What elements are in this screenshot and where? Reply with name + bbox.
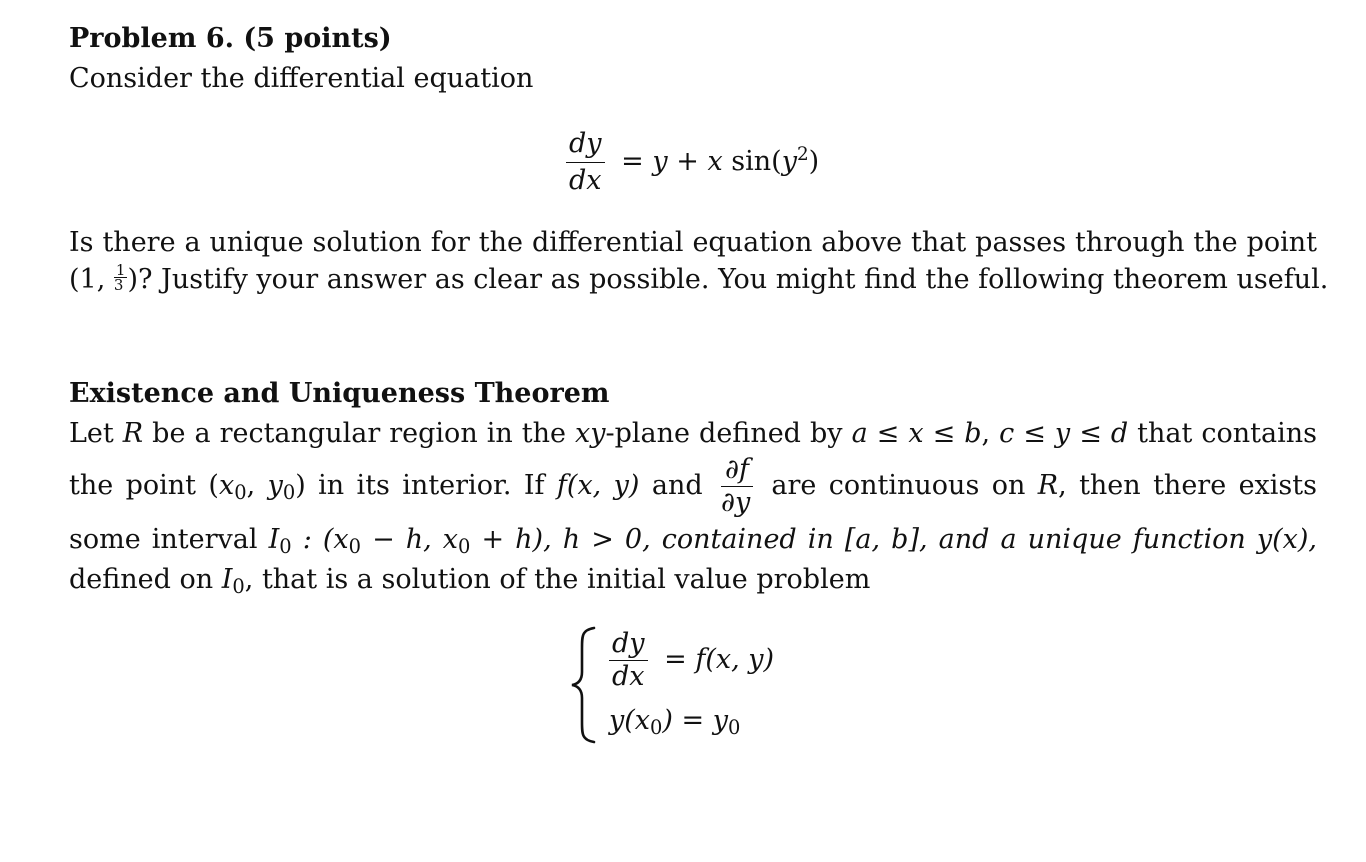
theorem-text: that contains [1128,418,1317,449]
x-bounds: a ≤ x ≤ b [851,418,982,449]
fraction-denominator: dx [569,165,602,196]
subscript: 0 [232,574,245,598]
question-line-1: Is there a unique solution for the differential equation above that passes through the point [69,227,1317,258]
ivp-derivative-fraction [609,628,648,693]
sin-function: sin [731,146,772,177]
subscript: 0 [282,480,296,504]
partial-numerator: ∂f [721,454,753,487]
problem-heading: Problem 6. (5 points) [69,23,392,54]
xy-symbol: xy [575,418,606,449]
theorem-text: + h), h > 0, contained in [a, b], and a unique function [470,524,1257,555]
theorem-line-1 [69,417,1317,451]
theorem-heading: Existence and Uniqueness Theorem [69,378,610,409]
question-rest: )? Justify your answer as clear as possible. You might find the following theorem useful. [127,264,1329,295]
ivp-initial-eq: ) = y [662,705,728,736]
theorem-line-2 [69,450,1317,522]
one-third-fraction [113,261,128,295]
theorem-text: the point ( [69,470,219,501]
theorem-text: and [639,470,716,501]
interval-def: : (x [291,524,349,555]
theorem-text: defined on [69,564,222,595]
subscript: 0 [348,534,361,558]
theorem-line-4 [69,563,1317,604]
one-third-numerator: 1 [115,261,126,280]
theorem-text: Let [69,418,123,449]
theorem-text: be a rectangular region in the [143,418,576,449]
ivp-rhs: = f(x, y) [664,644,775,675]
theorem-text: some interval [69,524,269,555]
fraction-numerator: dy [566,126,605,163]
theorem-text: -plane defined by [605,418,852,449]
derivative-fraction [566,126,605,199]
theorem-text: , [981,418,1000,449]
theorem-line-3 [69,523,1317,564]
ivp-row-1 [609,628,774,693]
subscript: 0 [650,715,663,739]
differential-equation [566,126,819,199]
ivp-numerator: dy [609,628,648,661]
one-third-denominator: 3 [113,276,124,295]
y-bounds: c ≤ y ≤ d [999,418,1129,449]
x0-symbol: x [218,470,235,501]
function-symbol: f [556,470,567,501]
paren-open: ( [771,146,782,177]
paren-close: ) [808,146,820,177]
theorem-text: are continuous on [759,470,1038,501]
sin-arg-var: y [781,146,797,177]
sin-arg-exponent: 2 [796,143,809,165]
theorem-text: , then there exists [1058,470,1317,501]
interval-symbol: I [268,524,280,555]
theorem-text: , that is a solution of the initial value problem [244,564,871,595]
subscript: 0 [458,534,471,558]
interval-def: − h, x [361,524,459,555]
region-symbol: R [1037,470,1059,501]
interval-symbol: I [221,564,233,595]
problem-intro: Consider the differential equation [69,63,534,94]
function-args: (x, y) [566,470,640,501]
subscript: 0 [279,534,292,558]
left-brace [568,626,598,744]
ivp-denominator: dx [612,661,645,692]
region-symbol: R [122,418,144,449]
y0-symbol: y [267,470,283,501]
point-open: (1, [69,264,114,295]
rhs-x: x [707,146,723,177]
equals-sign: = [621,146,644,177]
subscript: 0 [234,480,247,504]
ivp-initial-y: y(x [609,705,651,736]
rhs-y: y [652,146,668,177]
unique-function: y(x), [1256,524,1317,555]
partial-derivative-fraction [721,454,753,519]
ivp-row-2 [609,705,740,739]
partial-denominator: ∂y [721,487,751,518]
question-line-2 [69,261,1329,297]
theorem-text: , [246,470,268,501]
theorem-text: ) in its interior. If [295,470,557,501]
plus-sign: + [676,146,699,177]
subscript: 0 [727,715,741,739]
